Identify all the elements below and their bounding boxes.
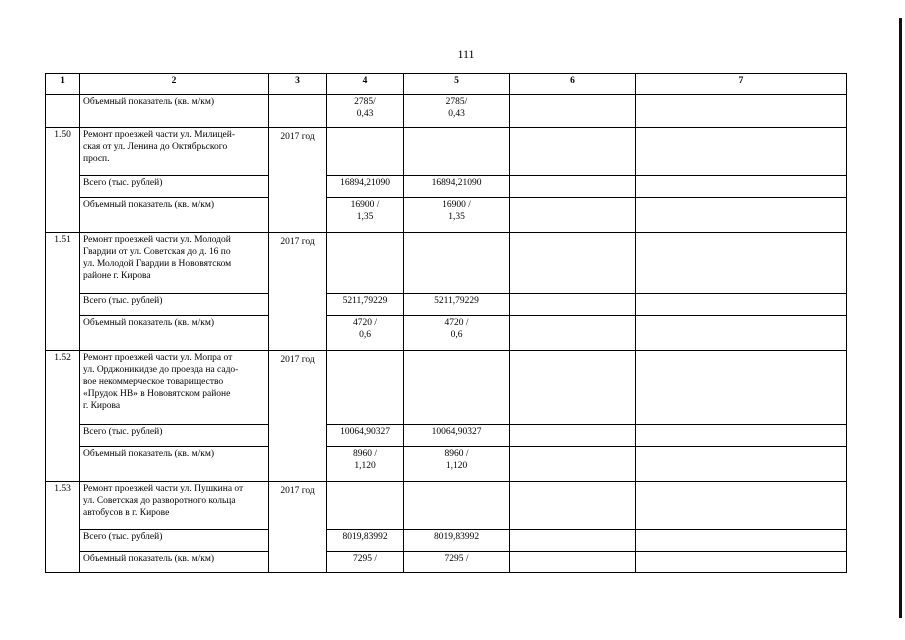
empty-cell (510, 425, 636, 447)
total-value-col4: 10064,90327 (327, 425, 404, 447)
item-title-line: ул. Советская до разворотного кольца (83, 495, 236, 506)
item-total-row (46, 425, 847, 447)
value-line: 2785/ (445, 97, 468, 107)
item-index: 1.52 (46, 351, 80, 482)
empty-cell (510, 176, 636, 198)
empty-cell (636, 316, 847, 351)
empty-cell (510, 294, 636, 316)
value-line: 0,43 (356, 108, 374, 119)
empty-cell (636, 425, 847, 447)
page-number: 111 (457, 47, 475, 61)
empty-cell (404, 128, 510, 176)
empty-cell (636, 530, 847, 552)
empty-cell (404, 233, 510, 294)
item-title-row (46, 351, 847, 425)
header-row (46, 74, 847, 95)
empty-cell (510, 530, 636, 552)
empty-cell (636, 233, 847, 294)
item-total-row (46, 176, 847, 198)
header-cell: 1 (46, 74, 80, 95)
item-title-line: ская от ул. Ленина до Октябрьского (83, 141, 228, 152)
item-title-line: просп. (83, 153, 110, 164)
total-value-col5: 8019,83992 (404, 530, 510, 552)
volume-label: Объемный показатель (кв. м/км) (80, 447, 269, 482)
volume-value-col5 (404, 95, 510, 128)
empty-cell (636, 294, 847, 316)
volume-value-col4 (327, 95, 404, 128)
total-value-col5: 16894,21090 (404, 176, 510, 198)
item-title-line: Ремонт проезжей части ул. Пушкина от (83, 484, 244, 494)
item-total-row (46, 530, 847, 552)
value-line: 2785/ (354, 97, 376, 107)
value-line: 4720 / (444, 318, 469, 328)
volume-row (46, 95, 847, 128)
item-title-line: автобусов в г. Кирове (83, 507, 170, 518)
volume-value-col4 (327, 552, 404, 573)
header-cell: 3 (269, 74, 327, 95)
volume-value-col5 (404, 198, 510, 233)
item-title (80, 482, 269, 530)
item-volume-row (46, 316, 847, 351)
value-line: 1,120 (445, 460, 468, 471)
value-line: 1,35 (356, 211, 374, 222)
item-year: 2017 год (269, 233, 327, 351)
total-value-col5: 10064,90327 (404, 425, 510, 447)
item-volume-row (46, 198, 847, 233)
value-line: 7295 / (352, 554, 377, 564)
item-year: 2017 год (269, 482, 327, 573)
item-title-line: Ремонт проезжей части ул. Мопра от (83, 353, 233, 363)
header-cell: 4 (327, 74, 404, 95)
empty-cell (636, 351, 847, 425)
header-cell: 6 (510, 74, 636, 95)
volume-value-col4 (327, 316, 404, 351)
item-title (80, 128, 269, 176)
value-line: 4720 / (352, 318, 377, 328)
volume-value-col5 (404, 447, 510, 482)
item-title-line: вое некоммерческое товарищество (83, 376, 224, 387)
empty-cell (327, 128, 404, 176)
empty-cell (636, 128, 847, 176)
total-label: Всего (тыс. рублей) (80, 294, 269, 316)
item-title-line: ул. Орджоникидзе до проезда на садо- (83, 364, 239, 375)
empty-cell (404, 482, 510, 530)
volume-label: Объемный показатель (кв. м/км) (80, 198, 269, 233)
empty-cell (404, 351, 510, 425)
value-line: 16900 / (442, 200, 471, 210)
volume-value-col5 (404, 316, 510, 351)
total-label: Всего (тыс. рублей) (80, 530, 269, 552)
header-cell: 7 (636, 74, 847, 95)
empty-cell (510, 316, 636, 351)
item-volume-row (46, 447, 847, 482)
item-title-line: Гвардии от ул. Советская до д. 16 по (83, 246, 231, 257)
year-cell (269, 95, 327, 128)
empty-cell (510, 351, 636, 425)
volume-value-col4 (327, 198, 404, 233)
item-title-row (46, 482, 847, 530)
page-edge-rule (899, 18, 902, 618)
volume-value-col4 (327, 447, 404, 482)
empty-cell (510, 128, 636, 176)
item-year: 2017 год (269, 128, 327, 233)
total-value-col4: 16894,21090 (327, 176, 404, 198)
item-volume-row (46, 552, 847, 573)
empty-cell (327, 233, 404, 294)
item-title-row (46, 128, 847, 176)
empty-cell (636, 198, 847, 233)
index-cell (46, 95, 80, 128)
total-label: Всего (тыс. рублей) (80, 425, 269, 447)
item-title-line: «Прудок НВ» в Нововятском районе (83, 388, 231, 399)
value-line: 0,6 (450, 329, 463, 340)
empty-cell (510, 447, 636, 482)
item-title-row (46, 233, 847, 294)
item-title (80, 351, 269, 425)
volume-label: Объемный показатель (кв. м/км) (80, 316, 269, 351)
header-cell: 5 (404, 74, 510, 95)
empty-cell (327, 351, 404, 425)
value-line: 16900 / (350, 200, 380, 210)
value-line: 0,6 (359, 329, 371, 340)
volume-value-col5 (404, 552, 510, 573)
item-index: 1.50 (46, 128, 80, 233)
empty-cell (510, 233, 636, 294)
item-total-row (46, 294, 847, 316)
item-title-line: Ремонт проезжей части ул. Милицей- (83, 130, 236, 140)
total-label: Всего (тыс. рублей) (80, 176, 269, 198)
empty-cell (636, 552, 847, 573)
item-title-line: Ремонт проезжей части ул. Молодой (83, 235, 231, 245)
empty-cell (636, 482, 847, 530)
item-title-line: г. Кирова (83, 400, 121, 411)
item-year: 2017 год (269, 351, 327, 482)
item-title-line: ул. Молодой Гвардии в Нововятском (83, 258, 232, 269)
empty-cell (510, 482, 636, 530)
empty-cell (636, 95, 847, 128)
total-value-col4: 8019,83992 (327, 530, 404, 552)
value-line: 8960 / (444, 449, 469, 459)
empty-cell (510, 95, 636, 128)
empty-cell (510, 552, 636, 573)
item-title (80, 233, 269, 294)
item-index: 1.51 (46, 233, 80, 351)
budget-table (45, 73, 847, 573)
value-line: 0,43 (448, 108, 465, 119)
value-line: 7295 / (444, 554, 469, 564)
item-title-line: районе г. Кирова (83, 270, 151, 281)
value-line: 1,120 (354, 460, 376, 471)
total-value-col4: 5211,79229 (327, 294, 404, 316)
empty-cell (510, 198, 636, 233)
total-value-col5: 5211,79229 (404, 294, 510, 316)
header-cell: 2 (80, 74, 269, 95)
empty-cell (327, 482, 404, 530)
value-line: 1,35 (448, 211, 465, 222)
item-index: 1.53 (46, 482, 80, 573)
empty-cell (636, 447, 847, 482)
volume-label: Объемный показатель (кв. м/км) (80, 95, 269, 128)
volume-label: Объемный показатель (кв. м/км) (80, 552, 269, 573)
value-line: 8960 / (352, 449, 377, 459)
empty-cell (636, 176, 847, 198)
